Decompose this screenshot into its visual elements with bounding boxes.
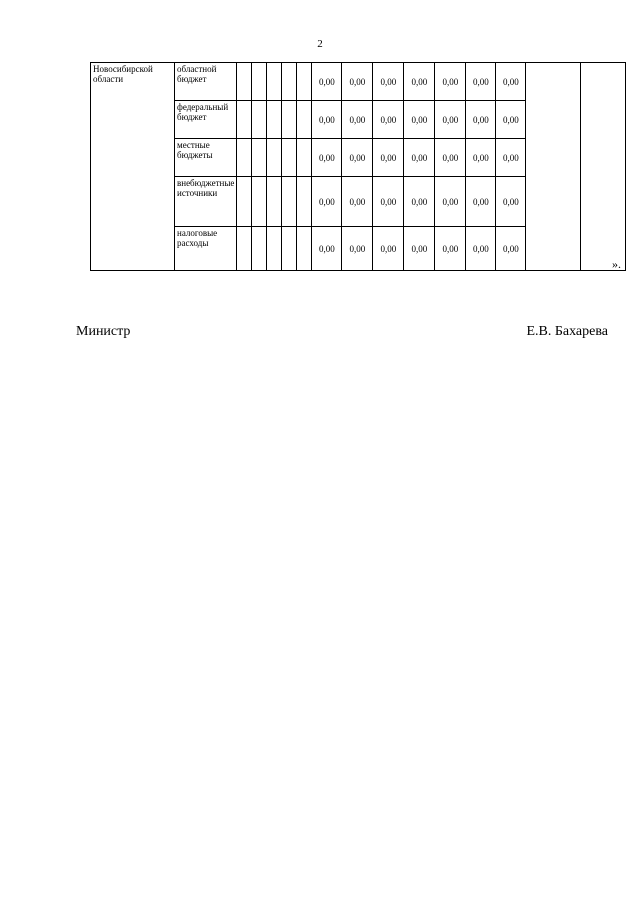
empty-cell [237, 177, 252, 227]
value-cell: 0,00 [404, 63, 435, 101]
value-cell: 0,00 [312, 139, 342, 177]
empty-cell [282, 139, 297, 177]
value-cell: 0,00 [312, 101, 342, 139]
empty-cell [237, 101, 252, 139]
page-number: 2 [317, 38, 323, 50]
value-cell: 0,00 [466, 227, 496, 271]
empty-cell [267, 139, 282, 177]
value-cell: 0,00 [342, 63, 373, 101]
region-cell: Новосибирской области [91, 63, 175, 271]
value-cell: 0,00 [404, 101, 435, 139]
closing-quote: ». [612, 257, 621, 271]
value-cell: 0,00 [404, 139, 435, 177]
empty-cell [267, 63, 282, 101]
empty-cell [297, 63, 312, 101]
empty-cell [237, 63, 252, 101]
empty-cell [252, 63, 267, 101]
value-cell: 0,00 [373, 139, 404, 177]
value-cell: 0,00 [435, 177, 466, 227]
empty-cell [252, 101, 267, 139]
value-cell: 0,00 [404, 227, 435, 271]
empty-cell [237, 227, 252, 271]
value-cell: 0,00 [496, 227, 526, 271]
value-cell: 0,00 [312, 177, 342, 227]
value-cell: 0,00 [435, 101, 466, 139]
empty-cell [297, 177, 312, 227]
empty-merged-cell [581, 63, 626, 271]
table-row [91, 63, 626, 101]
value-cell: 0,00 [342, 177, 373, 227]
funding-source-cell: федеральный бюджет [175, 101, 237, 139]
signature-title: Министр [76, 324, 131, 339]
value-cell: 0,00 [466, 63, 496, 101]
empty-cell [267, 177, 282, 227]
value-cell: 0,00 [466, 101, 496, 139]
value-cell: 0,00 [342, 101, 373, 139]
empty-cell [237, 139, 252, 177]
value-cell: 0,00 [496, 101, 526, 139]
value-cell: 0,00 [435, 139, 466, 177]
funding-source-cell: налоговые расходы [175, 227, 237, 271]
value-cell: 0,00 [312, 63, 342, 101]
value-cell: 0,00 [373, 227, 404, 271]
value-cell: 0,00 [373, 101, 404, 139]
value-cell: 0,00 [342, 139, 373, 177]
value-cell: 0,00 [496, 63, 526, 101]
signature-name: Е.В. Бахарева [526, 324, 608, 339]
empty-merged-cell [526, 63, 581, 271]
value-cell: 0,00 [435, 227, 466, 271]
empty-cell [297, 227, 312, 271]
funding-source-cell: местные бюджеты [175, 139, 237, 177]
value-cell: 0,00 [435, 63, 466, 101]
empty-cell [252, 227, 267, 271]
value-cell: 0,00 [466, 177, 496, 227]
value-cell: 0,00 [404, 177, 435, 227]
empty-cell [282, 227, 297, 271]
budget-table [90, 62, 626, 271]
empty-cell [297, 101, 312, 139]
value-cell: 0,00 [342, 227, 373, 271]
empty-cell [297, 139, 312, 177]
value-cell: 0,00 [466, 139, 496, 177]
empty-cell [282, 63, 297, 101]
funding-source-cell: областной бюджет [175, 63, 237, 101]
empty-cell [252, 177, 267, 227]
value-cell: 0,00 [312, 227, 342, 271]
value-cell: 0,00 [373, 63, 404, 101]
value-cell: 0,00 [373, 177, 404, 227]
empty-cell [282, 101, 297, 139]
value-cell: 0,00 [496, 139, 526, 177]
funding-source-cell: внебюджетные источники [175, 177, 237, 227]
empty-cell [282, 177, 297, 227]
empty-cell [267, 101, 282, 139]
empty-cell [267, 227, 282, 271]
empty-cell [252, 139, 267, 177]
value-cell: 0,00 [496, 177, 526, 227]
